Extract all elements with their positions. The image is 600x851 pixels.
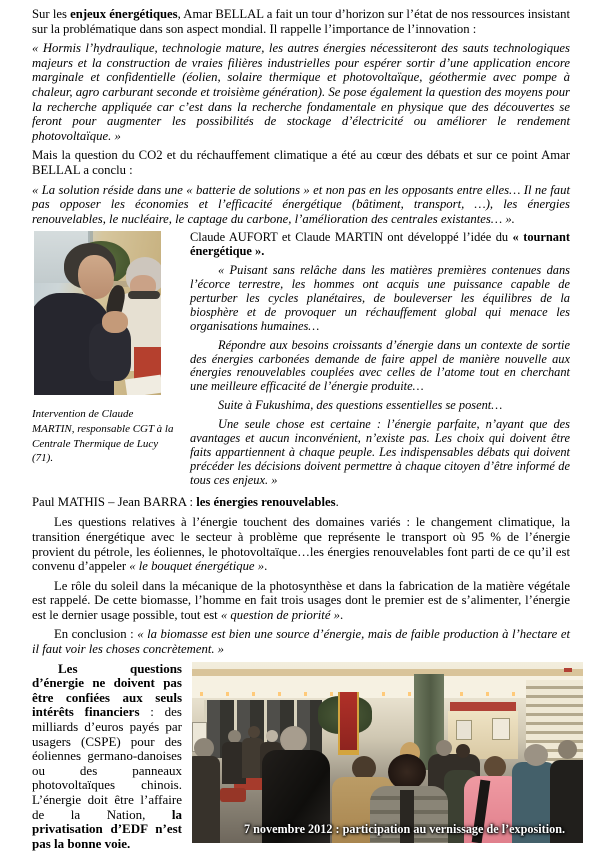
- crowd-head-1: [228, 730, 241, 743]
- renewables-paragraph-1: [32, 515, 570, 573]
- finance-bold-1: Les questions d’énergie ne doivent pas être confiées aux seuls intérêts financiers: [32, 660, 182, 720]
- martin-face: [78, 255, 114, 299]
- intro-text: Sur les: [32, 7, 71, 21]
- intro-bold: enjeux énergétiques: [70, 7, 178, 21]
- mathis-names: Paul MATHIS – Jean BARRA :: [32, 494, 197, 509]
- curly-woman-head: [388, 754, 426, 790]
- conclusion-quote: « la biomasse est bien une source d’énergie, mais de faible production à l’hectare et il faut voir les choses concrètement. »: [32, 627, 571, 657]
- finance-bold-2: la privatisation d’EDF n’est pas la bonne voie.: [32, 806, 182, 851]
- martin-hand: [102, 311, 128, 333]
- teal-person-head: [524, 744, 548, 766]
- ceiling-beam: [192, 669, 583, 676]
- crowd-head-2: [248, 726, 260, 738]
- martin-photo-caption: Intervention de Claude MARTIN, responsable CGT à la Centrale Thermique de Lucy (71).: [32, 408, 174, 465]
- tournant-column: [190, 231, 570, 492]
- renew2-period: .: [339, 607, 344, 622]
- tournant-quote-2: Répondre aux besoins croissants d’énergie dans un contexte de sortie des énergies carbonées demande de faire appel de manière nouvelle aux énergies renouvelables couplées avec celles de l’atome tout en cherchant une meilleure efficacité de l’énergie produite…: [190, 337, 570, 394]
- finance-statement: [32, 662, 182, 851]
- renew1-italic: « le bouquet énergétique »: [129, 559, 265, 574]
- mathis-barra-heading: [32, 495, 570, 510]
- far-left-person-head: [194, 738, 214, 758]
- right-person-head: [558, 740, 577, 759]
- red-banner: [338, 692, 359, 750]
- tournant-quote-4: Une seule chose est certaine : l’énergie parfaite, n’ayant que des avantages et aucun inconvénient, n’existe pas. Les choix qui doivent être faits appartiennent à chaque peuple. Les indispensables débats qui doivent précéder les décisions doivent permettre à chaque citoyen d’être informé de tous ces enjeux. »: [190, 417, 570, 487]
- mid-head-brown: [456, 744, 470, 758]
- renewables-paragraph-2: [32, 579, 570, 623]
- renew1-text: Les questions relatives à l’énergie touchent des domaines variés : le changement climatique, la transition énergétique avec le secteur à problème que représente le transport où 95 % de l’énergie provient du pétrole, les éoliennes, le photovoltaïque…les énergies renouvelables font parti de ce qu’il est convenu d’appeler: [32, 515, 570, 574]
- red-dot-top-right: [564, 668, 572, 672]
- mathis-bold: les énergies renouvelables: [196, 494, 336, 509]
- quote-solution: « La solution réside dans une « batterie de solutions » et non pas en les opposants entre elles… Il ne faut pas opposer les économies et l’efficacité énergétique (bâtiment, transport, …), les énergies renouvelables, le nucléaire, le captage du carbone, l’amélioration des centrales existantes… ».: [32, 182, 570, 226]
- second-person-collar: [128, 291, 160, 299]
- leather-man-head: [280, 726, 307, 753]
- co2-paragraph: Mais la question du CO2 et du réchauffement climatique a été au cœur des débats et sur ce point Amar BELLAL a conclu :: [32, 148, 570, 177]
- mid-head-grey: [436, 740, 452, 756]
- tournant-text: Claude AUFORT et Claude MARTIN ont développé l’idée du: [190, 230, 513, 245]
- pink-woman-head: [484, 756, 506, 778]
- banner-fringe: [338, 750, 359, 755]
- ceiling-lights: [200, 692, 540, 696]
- far-left-person-body: [192, 756, 220, 843]
- martin-left-column: [32, 231, 178, 492]
- white-paper: [125, 375, 161, 395]
- tournant-quote-3: Suite à Fukushima, des questions essentielles se posent…: [218, 398, 503, 413]
- exhibit-panel-frame-2: [492, 718, 510, 740]
- tournant-quote-1: « Puisant sans relâche dans les matières premières contenues dans l’écorce terrestre, les hommes ont acquis une puissance capable de perturber les cycles planétaires, de bouleverser les équilibres de la biosphère et de provoquer un réchauffement global qui menace les organisations humaines…: [190, 263, 570, 333]
- exhibit-red-strip: [450, 702, 516, 711]
- tournant-bold: « tournant énergétique ».: [190, 230, 571, 259]
- tournant-paragraph: [190, 231, 570, 259]
- conclusion-lead: En conclusion :: [54, 627, 138, 642]
- intro-text-2: , Amar BELLAL a fait un tour d’horizon sur l’état de nos ressources insistant sur la problématique dans son aspect mondial. Il rappelle l’importance de l’innovation :: [32, 7, 570, 36]
- crowd-head-3: [266, 730, 278, 742]
- conclusion-paragraph: [32, 627, 570, 656]
- renew2-italic: « question de priorité »: [220, 607, 340, 622]
- renew2-text: Le rôle du soleil dans la mécanique de la photosynthèse et dans la fabrication de la matière végétale est rappelé. De cette biomasse, l’homme en fait trois usages dont le premier est de s’alimenter, l’énergie est le dernier usage possible, tout est: [32, 578, 570, 622]
- intro-paragraph: [32, 7, 570, 36]
- martin-photo: [34, 231, 161, 395]
- renew1-period: .: [264, 559, 268, 574]
- finance-text: : des milliards d’euros payés par usagers (CSPE) pour des éoliennes germano-danoises ou des panneaux photovoltaïques chinois. L’énergie doit être l’affaire de la Nation,: [32, 704, 182, 822]
- exhibit-panel-frame: [456, 720, 472, 740]
- bottom-section: [32, 662, 583, 851]
- vernissage-photo-caption: 7 novembre 2012 : participation au vernissage de l’exposition.: [243, 821, 566, 836]
- quote-innovation: « Hormis l’hydraulique, technologie mature, les autres énergies nécessiteront des sauts technologiques majeurs et la construction de vraies filières industrielles pour espérer sortir d’une application encore marginale et confidentielle (éolien, solaire thermique et photovoltaïque, géothermie avec pompe à chaleur, agro carburant seconde et troisième génération). Se pose également la question des moyens pour la recherche appliquée car c’est dans la recherche fondamentale en physique que des découvertes se feront pour augmenter les possibilités de stockage d’électricité ou améliorer le rendement photovoltaïque. »: [32, 41, 570, 143]
- mathis-period: .: [335, 494, 339, 509]
- vernissage-photo: [192, 662, 583, 843]
- martin-section: [32, 231, 570, 492]
